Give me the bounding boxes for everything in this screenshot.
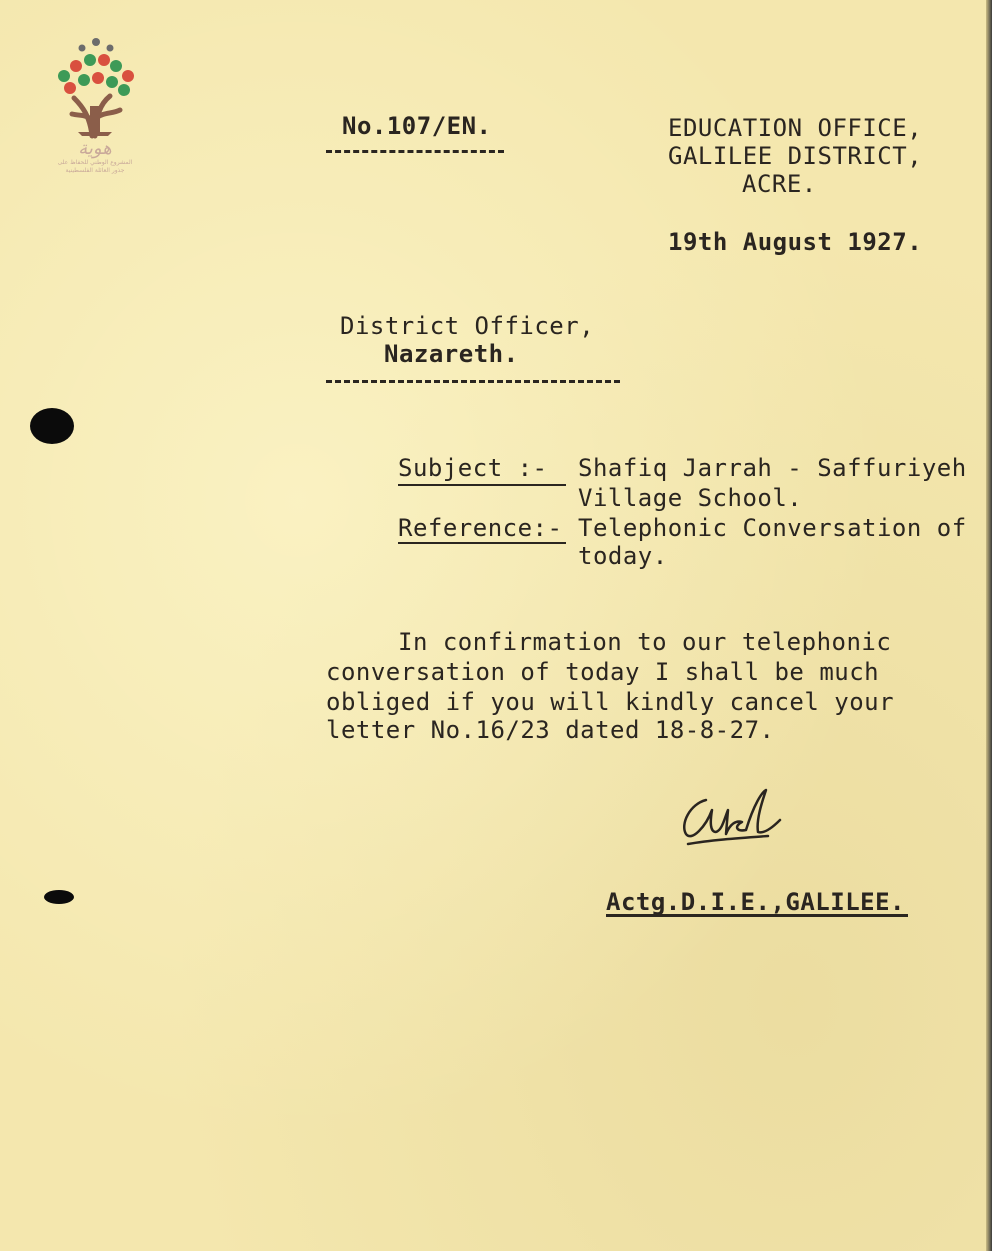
body-line-3: obliged if you will kindly cancel your [326, 688, 895, 716]
subject-line-1: Shafiq Jarrah - Saffuriyeh [578, 454, 967, 482]
body-line-1: In confirmation to our telephonic [398, 628, 892, 656]
logo-subtitle-line2: جذور العائلة الفلسطينية [65, 167, 125, 174]
reference-line-1: Telephonic Conversation of [578, 514, 967, 542]
subject-line-2: Village School. [578, 484, 803, 512]
reference-label-underline [398, 542, 566, 544]
signatory-title-underline [606, 914, 908, 917]
office-line-2: GALILEE DISTRICT, [668, 142, 923, 170]
reference-line-2: today. [578, 542, 668, 570]
office-line-3: ACRE. [742, 170, 817, 198]
subject-label: Subject :- [398, 454, 548, 482]
signatory-title: Actg.D.I.E.,GALILEE. [606, 888, 905, 916]
letter-date: 19th August 1927. [668, 228, 923, 256]
reference-number: No.107/EN. [342, 112, 492, 140]
punch-hole-bottom [44, 890, 74, 904]
subject-label-underline [398, 484, 566, 486]
handwritten-initials-icon [670, 780, 800, 860]
recipient-line-2: Nazareth. [384, 340, 519, 368]
body-line-4: letter No.16/23 dated 18-8-27. [326, 716, 775, 744]
reference-number-rule [326, 150, 504, 153]
recipient-line-1: District Officer, [340, 312, 595, 340]
logo-caption [52, 138, 138, 175]
reference-label: Reference:- [398, 514, 563, 542]
recipient-rule [326, 380, 620, 383]
logo-title: هوية [78, 138, 112, 159]
punch-hole-top [30, 408, 74, 444]
logo-subtitle-line1: المشروع الوطني للحفاظ على [57, 159, 133, 166]
page-edge-shadow [986, 0, 992, 1251]
office-line-1: EDUCATION OFFICE, [668, 114, 923, 142]
body-line-2: conversation of today I shall be much [326, 658, 880, 686]
